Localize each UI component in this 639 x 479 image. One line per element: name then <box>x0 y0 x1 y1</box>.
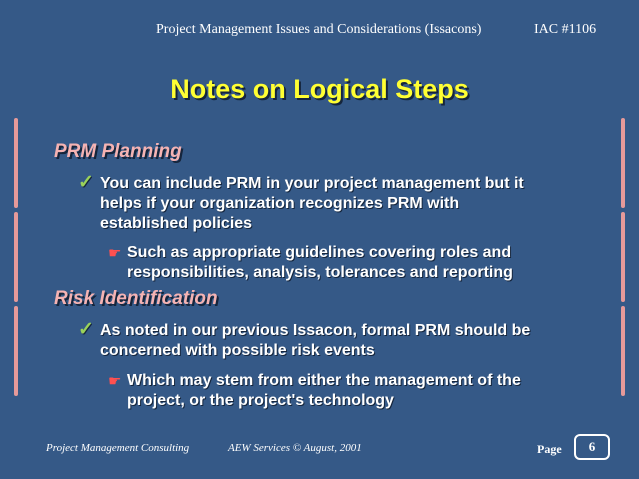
slide-title: Notes on Logical Steps <box>170 74 469 104</box>
header-title: Project Management Issues and Considerations (Issacons) <box>156 22 482 37</box>
right-accent-bar <box>621 212 625 302</box>
sub-bullet-line: Which may stem from either the management of the <box>127 372 521 389</box>
bullet-line: concerned with possible risk events <box>100 342 375 359</box>
checkmark-icon: ✓ <box>78 172 94 193</box>
section-heading-risk-identification: Risk Identification <box>54 288 218 309</box>
footer-copyright: AEW Services © August, 2001 <box>228 442 362 454</box>
bullet-line: established policies <box>100 215 253 232</box>
page-number: 6 <box>574 434 610 460</box>
left-accent-bar <box>14 118 18 208</box>
sub-bullet-line: responsibilities, analysis, tolerances and reporting <box>127 264 513 281</box>
sub-bullet-line: Such as appropriate guidelines covering roles and <box>127 244 512 261</box>
right-accent-bar <box>621 118 625 208</box>
pointing-hand-icon: ☛ <box>108 373 122 390</box>
bullet-line: As noted in our previous Issacon, formal PRM should be <box>100 322 531 339</box>
bullet-line: helps if your organization recognizes PRM with <box>100 195 460 212</box>
header-id: IAC #1106 <box>534 22 597 37</box>
page-label: Page <box>537 442 562 456</box>
right-accent-bar <box>621 306 625 396</box>
checkmark-icon: ✓ <box>78 319 94 340</box>
section-heading-prm-planning: PRM Planning <box>54 141 182 162</box>
sub-bullet-line: project, or the project's technology <box>127 392 394 409</box>
footer-company: Project Management Consulting <box>46 442 190 454</box>
pointing-hand-icon: ☛ <box>108 245 122 262</box>
left-accent-bar <box>14 306 18 396</box>
bullet-line: You can include PRM in your project management but it <box>100 175 524 192</box>
left-accent-bar <box>14 212 18 302</box>
